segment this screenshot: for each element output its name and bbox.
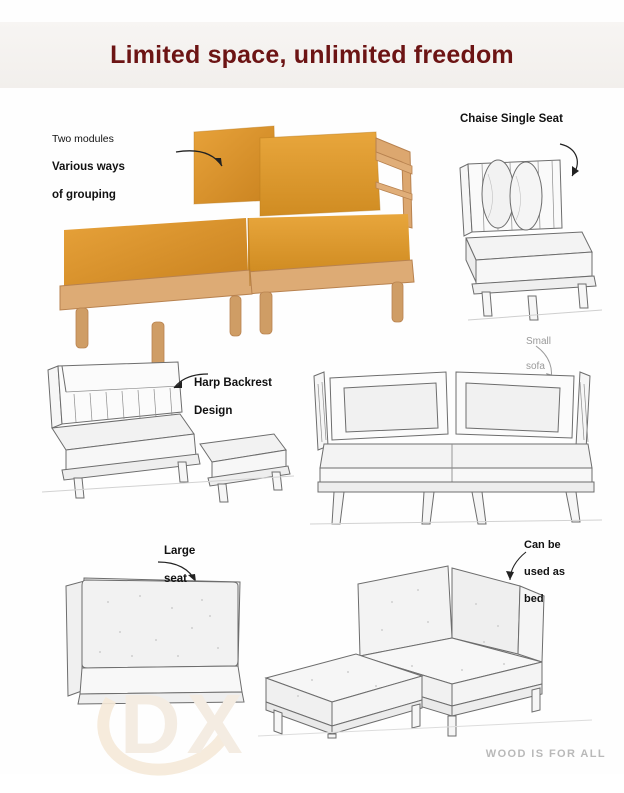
label-used-as-bed-line2: used as [524,566,565,579]
label-large-seat [164,530,195,586]
panel-two-modules [24,96,414,326]
label-small-sofa-line2: sofa [526,360,545,372]
panel-large-seat [52,530,272,720]
panel-chaise-single-seat [432,112,614,322]
watermark-tagline: WOOD IS FOR ALL [485,748,606,760]
label-two-modules [52,118,125,202]
label-harp-backrest [194,362,272,418]
label-small-sofa-line1: Small [526,336,552,348]
label-two-modules-title: Two modules [52,133,114,146]
label-large-seat-line1: Large [164,545,196,558]
large-seat-sketch [52,556,272,726]
panel-harp-backrest [22,352,302,512]
panel-used-as-bed [252,520,614,740]
label-large-seat-line2: seat [164,573,188,586]
label-used-as-bed-line1: Can be [524,539,561,552]
leg [260,292,272,334]
label-two-modules-line2: of grouping [52,189,116,202]
page-title: Limited space, unlimited freedom [110,40,514,69]
small-sofa-sketch [300,342,612,532]
label-two-modules-line1: Various ways [52,161,125,174]
label-chaise-single-seat: Chaise Single Seat [460,113,563,125]
label-harp-backrest-line2: Design [194,405,233,418]
panel-small-sofa [300,320,612,516]
label-small-sofa [526,324,551,373]
label-used-as-bed-line3: bed [524,593,544,606]
chaise-single-seat-sketch [432,134,614,334]
label-used-as-bed [524,526,565,606]
leg [230,296,241,336]
page-header [0,22,624,88]
leg [392,282,403,322]
leg [76,308,88,348]
brand-watermark: DX [120,677,249,771]
backrest-cushion-right [260,132,380,216]
ottoman-module [60,218,252,366]
label-harp-backrest-line1: Harp Backrest [194,377,272,390]
